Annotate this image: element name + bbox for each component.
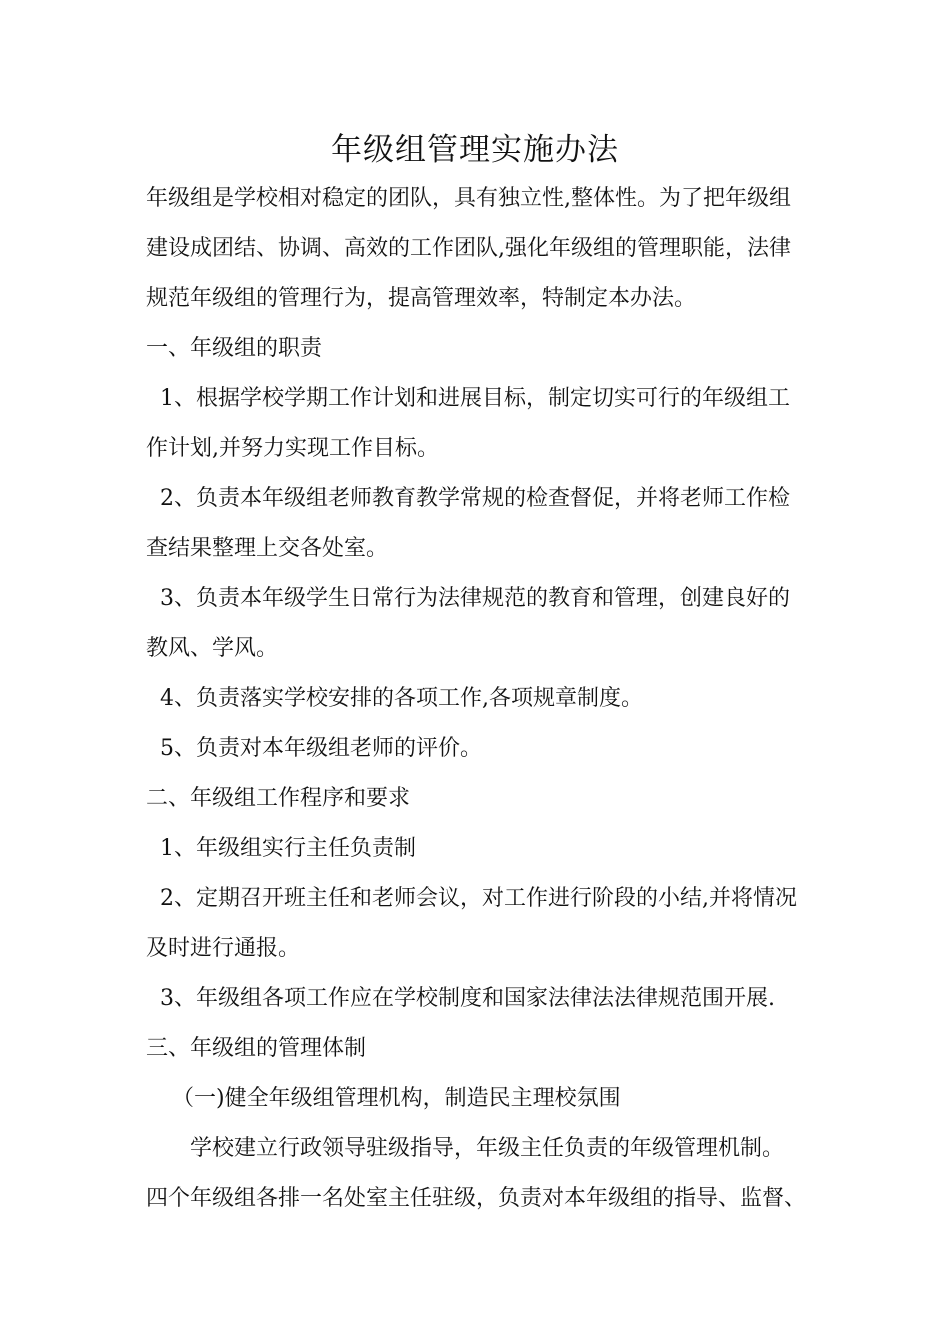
list-item-1-line-2: 作计划,并努力实现工作目标。 (146, 436, 439, 461)
section-heading-1: 一、年级组的职责 (146, 336, 323, 361)
paragraph-line-2: 建设成团结、协调、高效的工作团队,强化年级组的管理职能，法律 (146, 236, 791, 261)
body-paragraph-line-2: 四个年级组各排一名处室主任驻级，负责对本年级组的指导、监督、 (146, 1186, 807, 1211)
list-item-3-line-1: 3、负责本年级学生日常行为法律规范的教育和管理，创建良好的 (160, 586, 790, 611)
list-item-5: 5、负责对本年级组老师的评价。 (160, 736, 482, 761)
subsection-heading-1: （一)健全年级组管理机构，制造民主理校氛围 (172, 1086, 621, 1111)
requirement-item-2-line-1: 2、定期召开班主任和老师会议，对工作进行阶段的小结,并将情况 (160, 886, 797, 911)
list-item-2-line-1: 2、负责本年级组老师教育教学常规的检查督促，并将老师工作检 (160, 486, 790, 511)
list-item-1-line-1: 1、根据学校学期工作计划和进展目标，制定切实可行的年级组工 (160, 386, 790, 411)
list-item-3-line-2: 教风、学风。 (146, 636, 279, 661)
requirement-item-2-line-2: 及时进行通报。 (146, 936, 301, 961)
section-heading-2: 二、年级组工作程序和要求 (146, 786, 411, 811)
list-item-4: 4、负责落实学校安排的各项工作,各项规章制度。 (160, 686, 643, 711)
paragraph-line-1: 年级组是学校相对稳定的团队，具有独立性,整体性。为了把年级组 (146, 186, 791, 211)
paragraph-line-3: 规范年级组的管理行为，提高管理效率，特制定本办法。 (146, 286, 697, 311)
list-item-2-line-2: 查结果整理上交各处室。 (146, 536, 389, 561)
body-paragraph-line-1: 学校建立行政领导驻级指导，年级主任负责的年级管理机制。 (190, 1136, 785, 1161)
requirement-item-1: 1、年级组实行主任负责制 (160, 836, 416, 861)
requirement-item-3: 3、年级组各项工作应在学校制度和国家法律法法律规范围开展. (160, 986, 775, 1011)
section-heading-3: 三、年级组的管理体制 (146, 1036, 367, 1061)
document-title: 年级组管理实施办法 (331, 132, 619, 168)
